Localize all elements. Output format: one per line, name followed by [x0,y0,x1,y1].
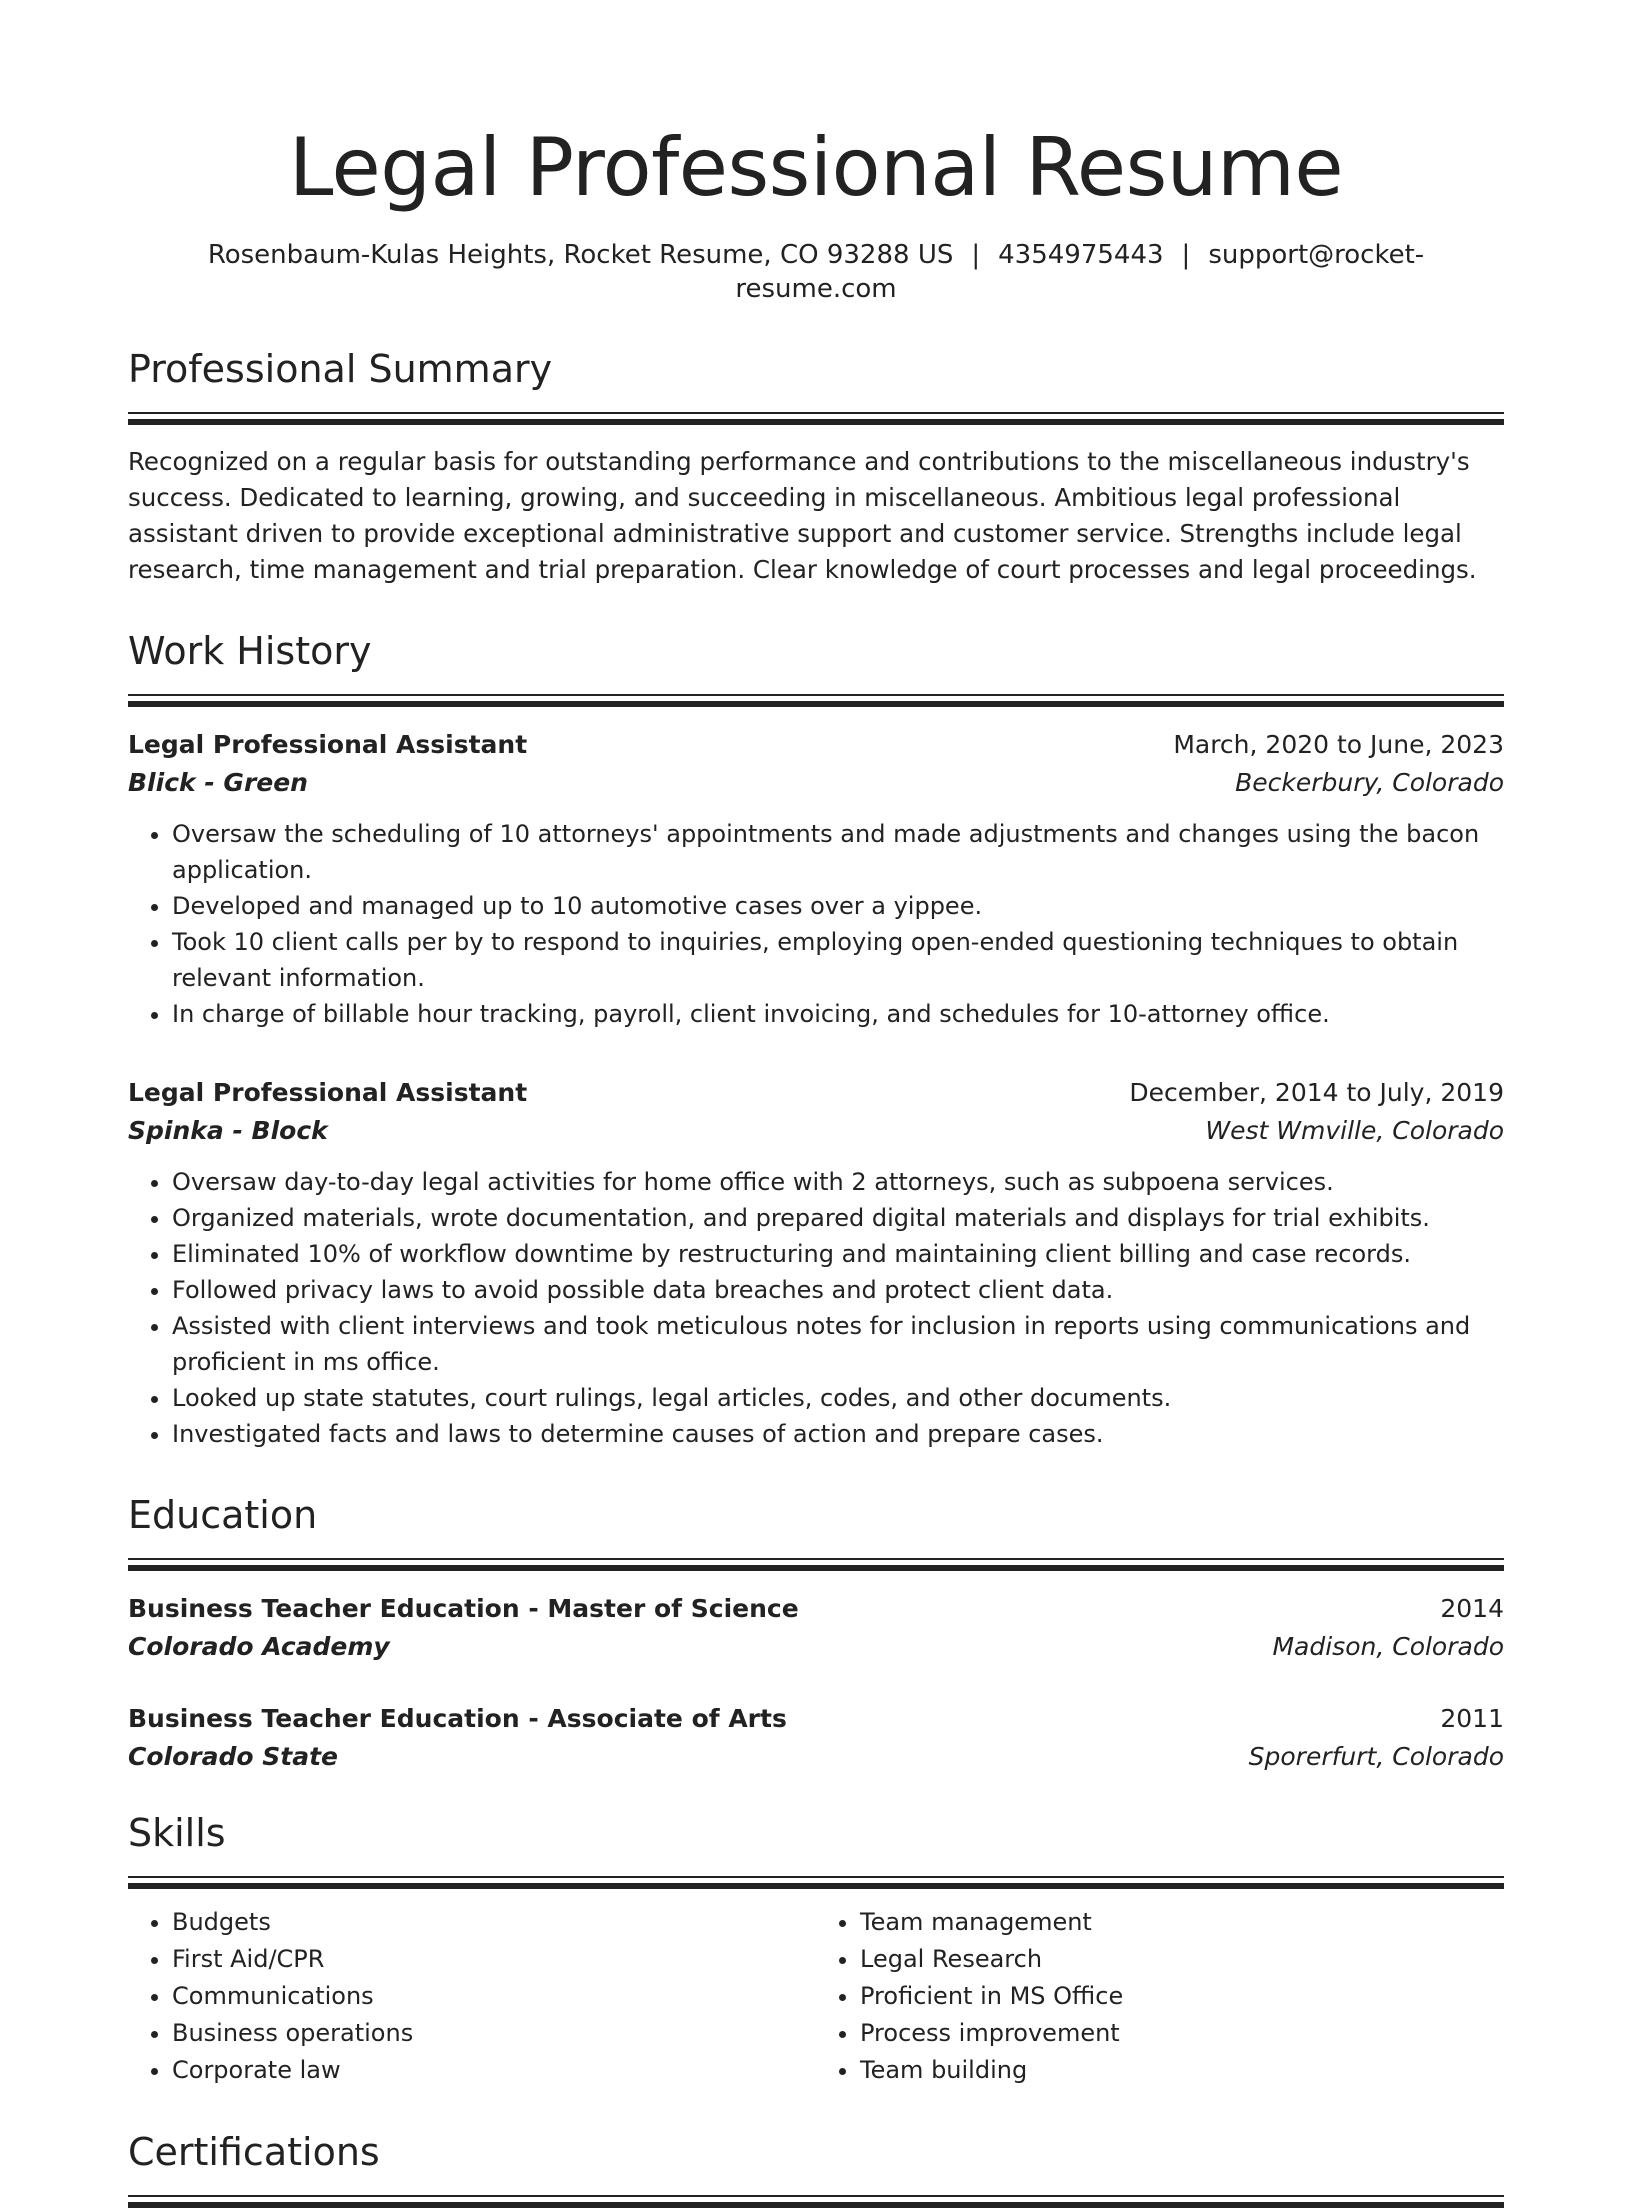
skill-item: • Team management [860,1904,1504,1941]
education-school: Colorado State [128,1742,338,1771]
contact-line [128,238,1504,306]
section-heading-skills: Skills [128,1811,226,1855]
job-bullet: • Oversaw day-to-day legal activities for home office with 2 attorneys, such as subpoena services. [172,1164,1504,1200]
job-dates: March, 2020 to June, 2023 [1173,730,1504,759]
skills-columns [128,1904,1504,2089]
job-title: Legal Professional Assistant [128,730,528,759]
education-location: Sporerfurt, Colorado [1248,1742,1504,1771]
contact-separator: | [1181,240,1191,270]
contact-email: support@rocket-resume.com [735,240,1425,304]
education-entry [128,1700,1504,1776]
education-year: 2011 [1440,1704,1504,1733]
education-entry [128,1590,1504,1666]
job-entry [128,1074,1504,1452]
job-bullet: • Organized materials, wrote documentation, and prepared digital materials and displays for trial exhibits. [172,1200,1504,1236]
skill-item: • Budgets [172,1904,816,1941]
job-bullet: • Followed privacy laws to avoid possible data breaches and protect client data. [172,1272,1504,1308]
skills-section [128,1810,1504,2089]
skill-item: • Legal Research [860,1941,1504,1978]
job-bullet: • Eliminated 10% of workflow downtime by restructuring and maintaining client billing and case records. [172,1236,1504,1272]
job-bullet: • Took 10 client calls per by to respond to inquiries, employing open-ended questioning techniques to obtain relevant information. [172,924,1504,996]
job-bullets [128,816,1504,1032]
section-divider [128,412,1504,424]
contact-phone: 4354975443 [998,240,1164,270]
job-location: Beckerbury, Colorado [1235,768,1504,797]
education-school: Colorado Academy [128,1632,390,1661]
education-degree: Business Teacher Education - Master of Science [128,1594,799,1623]
resume-title: Legal Professional Resume [288,121,1344,214]
job-company: Blick - Green [128,768,308,797]
work-history-section [128,628,1504,1452]
skill-item: • Business operations [172,2015,816,2052]
summary-text: Recognized on a regular basis for outstanding performance and contributions to the miscellaneous industry's success. Dedicated to learning, growing, and succeeding in miscellaneous. Ambitious legal professional assistant driven to provide exceptional administrative support and customer service. Strengths include legal research, time management and trial preparation. Clear knowledge of court processes and legal proceedings. [128,447,1477,584]
section-heading-summary: Professional Summary [128,347,553,391]
skill-item: • First Aid/CPR [172,1941,816,1978]
skill-item: • Team building [860,2052,1504,2089]
section-divider [128,1876,1504,1888]
job-location: West Wmville, Colorado [1205,1116,1504,1145]
section-divider [128,2195,1504,2207]
job-bullet: • Looked up state statutes, court rulings, legal articles, codes, and other documents. [172,1380,1504,1416]
education-degree: Business Teacher Education - Associate of Arts [128,1704,787,1733]
job-bullet: • Oversaw the scheduling of 10 attorneys' appointments and made adjustments and changes using the bacon application. [172,816,1504,888]
section-heading-work-history: Work History [128,629,372,673]
skill-item: • Communications [172,1978,816,2015]
contact-separator: | [971,240,981,270]
job-bullet: • Investigated facts and laws to determine causes of action and prepare cases. [172,1416,1504,1452]
skills-list-right [816,1904,1504,2089]
certifications-section [128,2129,1504,2207]
section-divider [128,1558,1504,1570]
education-location: Madison, Colorado [1272,1632,1504,1661]
job-entry [128,726,1504,1032]
job-title: Legal Professional Assistant [128,1078,528,1107]
skill-item: • Corporate law [172,2052,816,2089]
skills-list-left [128,1904,816,2089]
job-company: Spinka - Block [128,1116,328,1145]
job-bullets [128,1164,1504,1452]
section-heading-certifications: Certifications [128,2130,380,2174]
skill-item: • Proficient in MS Office [860,1978,1504,2015]
job-dates: December, 2014 to July, 2019 [1129,1078,1504,1107]
education-section [128,1492,1504,1776]
section-heading-education: Education [128,1493,318,1537]
job-bullet: • Developed and managed up to 10 automotive cases over a yippee. [172,888,1504,924]
skill-item: • Process improvement [860,2015,1504,2052]
contact-address: Rosenbaum-Kulas Heights, Rocket Resume, CO 93288 US [207,240,954,270]
job-bullet: • In charge of billable hour tracking, payroll, client invoicing, and schedules for 10-attorney office. [172,996,1504,1032]
education-year: 2014 [1440,1594,1504,1623]
summary-section [128,346,1504,588]
job-bullet: • Assisted with client interviews and took meticulous notes for inclusion in reports using communications and proficient in ms office. [172,1308,1504,1380]
section-divider [128,694,1504,706]
